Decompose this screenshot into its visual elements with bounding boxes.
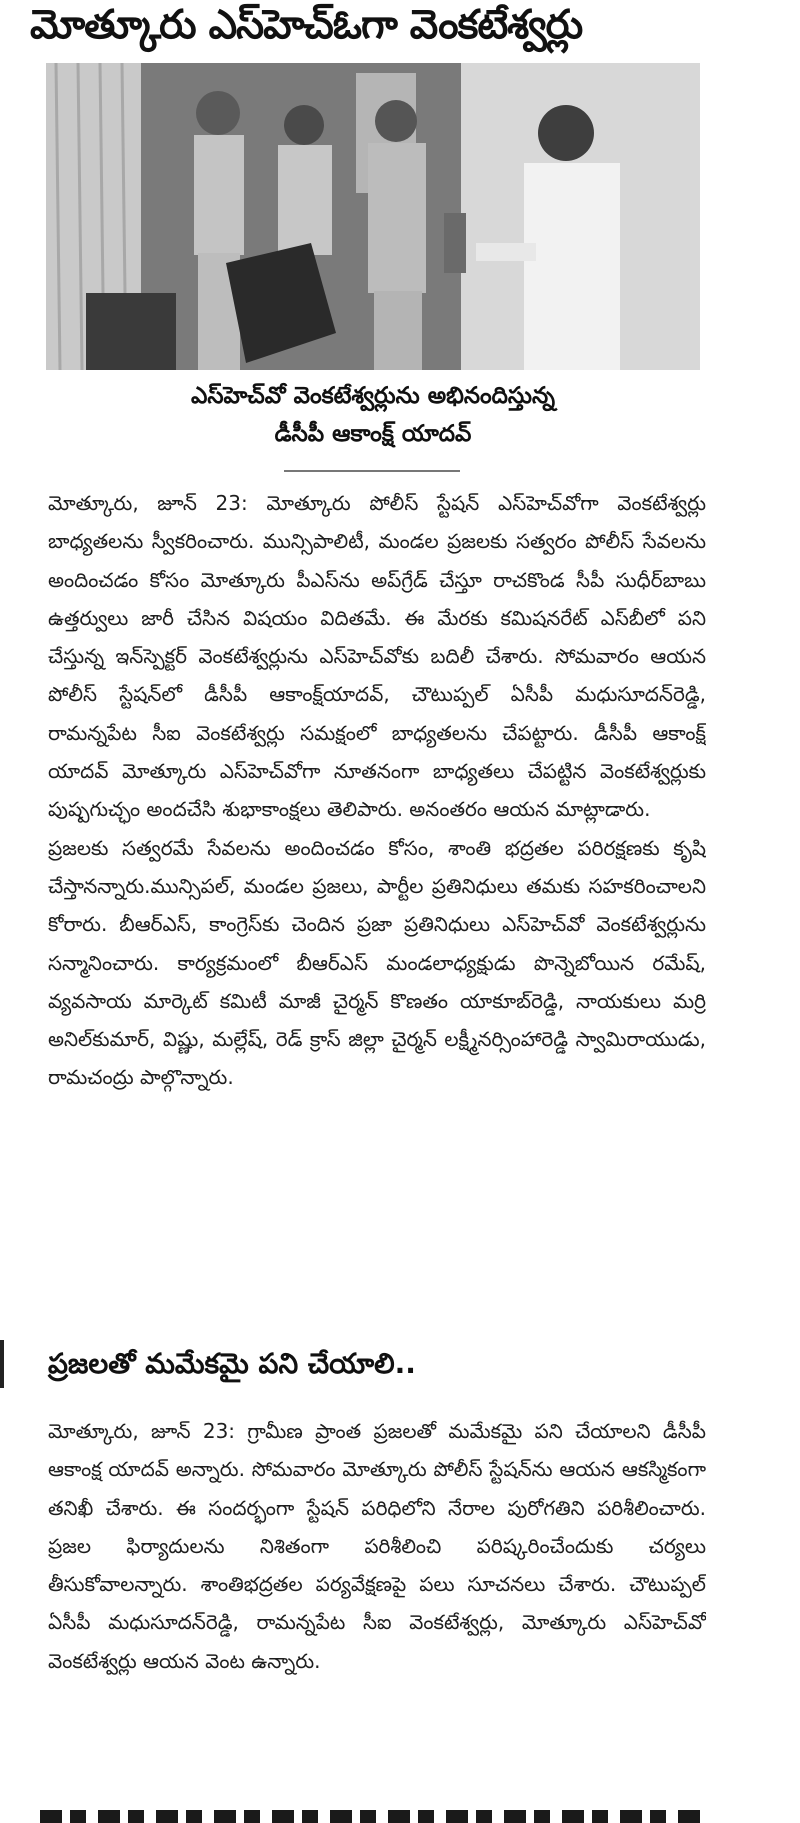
story-secondary-paragraph-1: మోత్కూరు, జూన్ 23: గ్రామీణ ప్రాంత ప్రజలతో మమేకమై పని చేయాలని డీసీపీ ఆకాంక్ష యాదవ్ అన్నారు. సోమవారం మోత్కూరు పోలీస్ స్టేషన్‌ను ఆయన ఆకస్మికంగా తనిఖీ చేశారు. ఈ సందర్భంగా స్టేషన్ పరిధిలోని నేరాల పురోగతిని పరిశీలించారు. ప్రజల ఫిర్యాదులను నిశితంగా పరిశీలించి పరిష్కరించేందుకు చర్యలు తీసుకోవాలన్నారు. శాంతిభద్రతల పర్యవేక్షణపై పలు సూచనలు చేశారు. చౌటుప్పల్ ఏసీపీ మధుసూదన్‌రెడ్డి, రామన్నపేట సీఐ వెంకటేశ్వర్లు, మోత్కూరు ఎస్‌హెచ్‌వో వెంకటేశ్వర్లు ఆయన వెంట ఉన్నారు.: [48, 1419, 706, 1673]
next-headline-cutoff: [40, 1806, 700, 1823]
headline: మోత్కూరు ఎస్‌హెచ్‌ఓగా వెంకటేశ్వర్లు: [30, 2, 583, 48]
photo-caption: [46, 377, 700, 453]
caption-divider: [284, 470, 460, 472]
subheadline: ప్రజలతో మమేకమై పని చేయాలి..: [48, 1347, 416, 1380]
photo-caption-line1: ఎస్‌హెచ్‌వో వెంకటేశ్వర్లును అభినందిస్తున్న: [191, 383, 555, 409]
story-main: [48, 484, 706, 1334]
news-photo: [46, 63, 700, 370]
photo-caption-line2: డీసీపీ ఆకాంక్ష్ యాదవ్: [274, 421, 472, 447]
story-main-paragraph-2: ప్రజలకు సత్వరమే సేవలను అందించడం కోసం, శాంతి భద్రతల పరిరక్షణకు కృషి చేస్తానన్నారు.మున్సిపల్, మండల ప్రజలు, పార్టీల ప్రతినిధులు తమకు సహకరించాలని కోరారు. బీఆర్ఎస్, కాంగ్రెస్‌కు చెందిన ప్రజా ప్రతినిధులు ఎస్‌హెచ్‌వో వెంకటేశ్వర్లును సన్మానించారు. కార్యక్రమంలో బీఆర్ఎస్ మండలాధ్యక్షుడు పొన్నెబోయిన రమేష్, వ్యవసాయ మార్కెట్ కమిటీ మాజీ చైర్మన్ కొణతం యాకూబ్‌రెడ్డి, నాయకులు మర్రి అనిల్‌కుమార్, విష్ణు, మల్లేష్, రెడ్ క్రాస్ జిల్లా చైర్మన్ లక్ష్మీనర్సింహారెడ్డి స్వామిరాయుడు, రామచంద్రు పాల్గొన్నారు.: [48, 835, 706, 1090]
story-secondary: [48, 1412, 706, 1804]
story-main-paragraph-1: మోత్కూరు, జూన్ 23: మోత్కూరు పోలీస్ స్టేషన్ ఎస్‌హెచ్‌వోగా వెంకటేశ్వర్లు బాధ్యతలను స్వీకరించారు. మున్సిపాలిటీ, మండల ప్రజలకు సత్వరం పోలీస్ సేవలను అందించడం కోసం మోత్కూరు పీఎస్‌ను అప్‌గ్రేడ్ చేస్తూ రాచకొండ సీపీ సుధీర్‌బాబు ఉత్తర్వులు జారీ చేసిన విషయం విదితమే. ఈ మేరకు కమిషనరేట్ ఎస్‌బీలో పని చేస్తున్న ఇన్‌స్పెక్టర్ వెంకటేశ్వర్లును ఎస్‌హెచ్‌వోకు బదిలీ చేశారు. సోమవారం ఆయన పోలీస్ స్టేషన్‌లో డీసీపీ ఆకాంక్ష్‌యాదవ్, చౌటుప్పల్ ఏసీపీ మధుసూదన్‌రెడ్డి, రామన్నపేట సీఐ వెంకటేశ్వర్లు సమక్షంలో బాధ్యతలను చేపట్టారు. డీసీపీ ఆకాంక్ష్ యాదవ్ మోత్కూరు ఎస్‌హెచ్‌వోగా నూతనంగా బాధ్యతలు చేపట్టిన వెంకటేశ్వర్లుకు పుష్పగుచ్ఛం అందచేసి శుభాకాంక్షలు తెలిపారు. అనంతరం ఆయన మాట్లాడారు.: [48, 491, 706, 822]
subheadline-marker: [0, 1340, 4, 1388]
news-photo-illustration: [46, 63, 700, 370]
